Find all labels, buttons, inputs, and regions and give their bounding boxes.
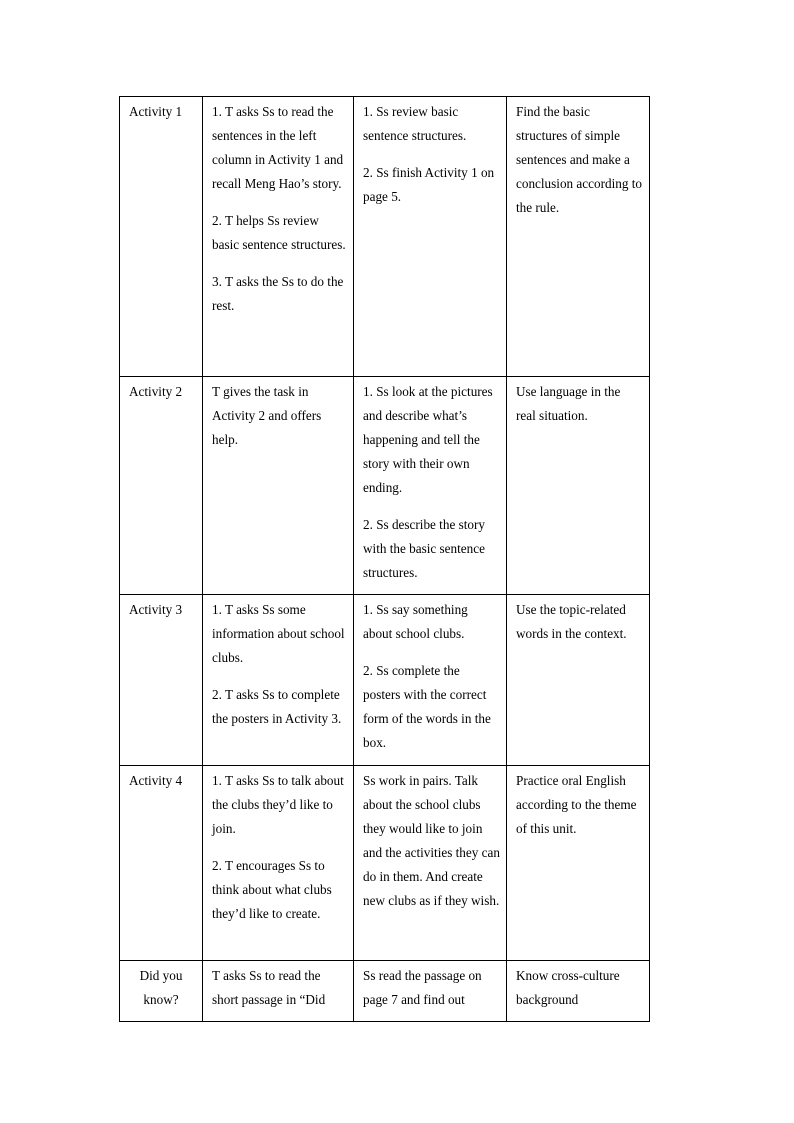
- teacher-activity-cell: [203, 377, 354, 595]
- purpose-cell: Find the basic structures of simple sentences and make a conclusion according to the rule.: [507, 97, 650, 377]
- teacher-step: 2. T asks Ss to complete the posters in Activity 3.: [212, 687, 342, 726]
- student-step: 1. Ss review basic sentence structures.: [363, 104, 467, 143]
- teacher-step: 1. T asks Ss to read the sentences in the left column in Activity 1 and recall Meng Hao’s story.: [212, 104, 344, 191]
- purpose-cell: Use language in the real situation.: [507, 377, 650, 595]
- student-activity-cell: [354, 97, 507, 377]
- teacher-step: T asks Ss to read the short passage in “Did: [212, 968, 326, 1007]
- activity-cell: Activity 2: [120, 377, 203, 595]
- activity-cell: Activity 1: [120, 97, 203, 377]
- student-activity-cell: [354, 377, 507, 595]
- student-activity-cell: [354, 595, 507, 766]
- activity-cell: Activity 4: [120, 766, 203, 961]
- teacher-activity-cell: [203, 961, 354, 1022]
- student-step: 2. Ss complete the posters with the correct form of the words in the box.: [363, 663, 491, 750]
- student-step: Ss read the passage on page 7 and find out: [363, 968, 482, 1007]
- table-row: [120, 766, 650, 961]
- teacher-step: 2. T encourages Ss to think about what clubs they’d like to create.: [212, 858, 332, 921]
- purpose-cell: Use the topic-related words in the context.: [507, 595, 650, 766]
- purpose-cell: Know cross-culture background: [507, 961, 650, 1022]
- student-activity-cell: [354, 961, 507, 1022]
- teacher-step: 1. T asks Ss to talk about the clubs they’d like to join.: [212, 773, 344, 836]
- lesson-plan-table: [119, 96, 650, 1022]
- purpose-cell: Practice oral English according to the theme of this unit.: [507, 766, 650, 961]
- teacher-step: 2. T helps Ss review basic sentence structures.: [212, 213, 346, 252]
- student-step: 1. Ss say something about school clubs.: [363, 602, 468, 641]
- table-row: [120, 97, 650, 377]
- table-row: [120, 961, 650, 1022]
- teacher-activity-cell: [203, 97, 354, 377]
- teacher-step: T gives the task in Activity 2 and offers help.: [212, 384, 322, 447]
- teacher-step: 3. T asks the Ss to do the rest.: [212, 274, 344, 313]
- table-row: [120, 377, 650, 595]
- teacher-activity-cell: [203, 595, 354, 766]
- student-step: Ss work in pairs. Talk about the school clubs they would like to join and the activities they can do in them. And create new clubs as if they wish.: [363, 773, 500, 908]
- student-step: 1. Ss look at the pictures and describe what’s happening and tell the story with their own ending.: [363, 384, 493, 495]
- activity-cell: Activity 3: [120, 595, 203, 766]
- student-step: 2. Ss finish Activity 1 on page 5.: [363, 165, 495, 204]
- teacher-step: 1. T asks Ss some information about school clubs.: [212, 602, 345, 665]
- teacher-activity-cell: [203, 766, 354, 961]
- student-step: 2. Ss describe the story with the basic sentence structures.: [363, 517, 485, 580]
- student-activity-cell: [354, 766, 507, 961]
- activity-cell: Did you know?: [120, 961, 203, 1022]
- table-row: [120, 595, 650, 766]
